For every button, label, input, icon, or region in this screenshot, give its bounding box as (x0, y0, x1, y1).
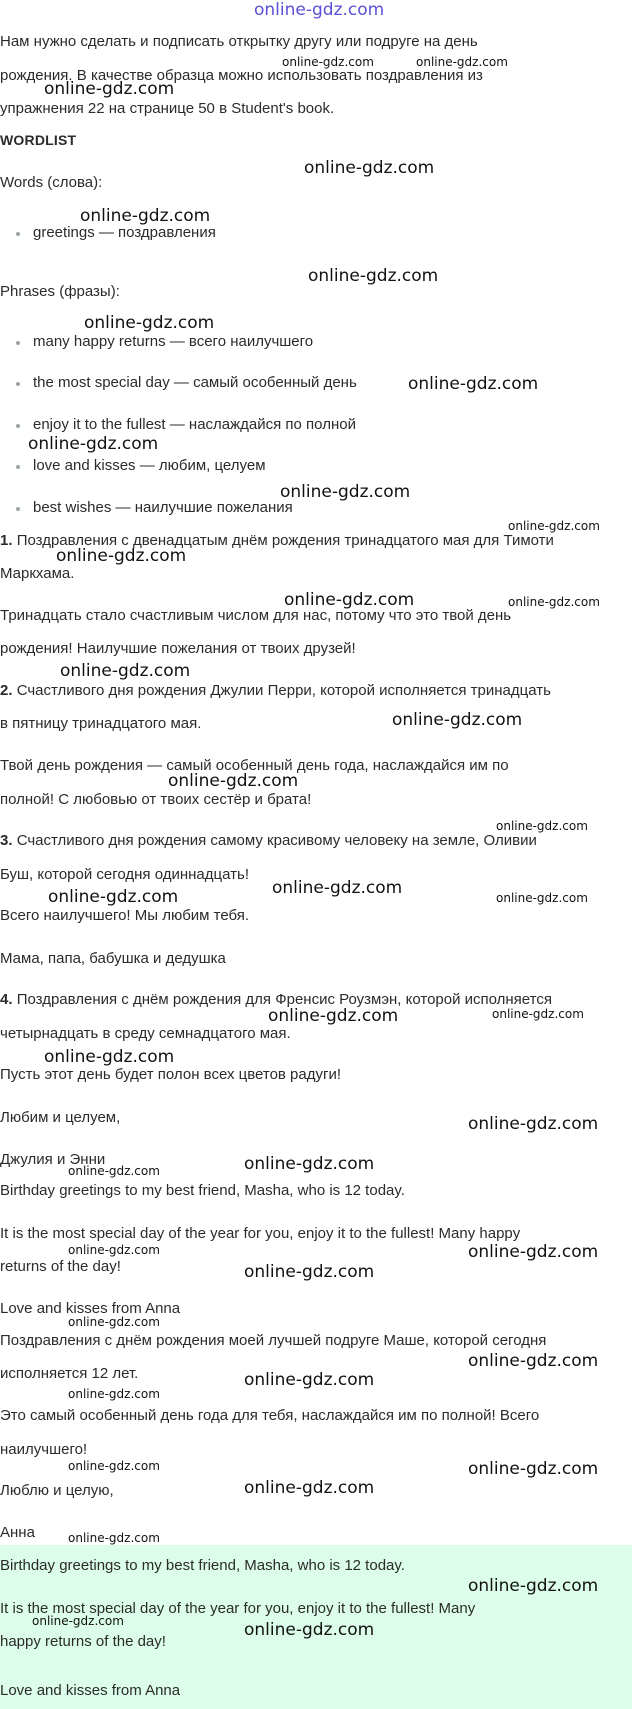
watermark: online-gdz.com (468, 1576, 599, 1596)
card-2-title: 2. Счастливого дня рождения Джулии Перри, которой исполняется тринадцать (0, 682, 551, 699)
bullet-icon (16, 341, 20, 345)
watermark: online-gdz.com (28, 434, 159, 454)
watermark: online-gdz.com (468, 1351, 599, 1371)
watermark: online-gdz.com (68, 1164, 160, 1178)
watermark: online-gdz.com (244, 1370, 375, 1390)
russian-line-5: Люблю и целую, (0, 1482, 114, 1499)
watermark: online-gdz.com (496, 819, 588, 833)
watermark: online-gdz.com (244, 1154, 375, 1174)
watermark: online-gdz.com (68, 1243, 160, 1257)
watermark: online-gdz.com (244, 1262, 375, 1282)
card-4-title: 4. Поздравления с днём рождения для Френсис Роузмэн, которой исполняется (0, 991, 552, 1008)
watermark: online-gdz.com (244, 1478, 375, 1498)
watermark: online-gdz.com (44, 79, 175, 99)
card-1-title: 1. Поздравления с двенадцатым днём рождения тринадцатого мая для Тимоти (0, 532, 554, 549)
english-line-2: It is the most special day of the year for you, enjoy it to the fullest! Many happy (0, 1225, 521, 1242)
watermark: online-gdz.com (168, 771, 299, 791)
watermark: online-gdz.com (468, 1459, 599, 1479)
russian-line-6: Анна (0, 1524, 35, 1541)
watermark: online-gdz.com (244, 1620, 375, 1640)
card-2-text-2: полной! С любовью от твоих сестёр и брата! (0, 791, 312, 808)
watermark: online-gdz.com (32, 1614, 124, 1628)
watermark: online-gdz.com (282, 55, 374, 69)
watermark: online-gdz.com (60, 661, 191, 681)
answer-line-1: Birthday greetings to my best friend, Masha, who is 12 today. (0, 1557, 405, 1574)
watermark: online-gdz.com (308, 266, 439, 286)
watermark: online-gdz.com (68, 1459, 160, 1473)
watermark: online-gdz.com (80, 206, 211, 226)
bullet-icon (16, 382, 20, 386)
russian-line-4: наилучшего! (0, 1441, 88, 1458)
watermark: online-gdz.com (268, 1006, 399, 1026)
watermark: online-gdz.com (280, 482, 411, 502)
answer-line-3: happy returns of the day! (0, 1633, 166, 1650)
watermark: online-gdz.com (408, 374, 539, 394)
watermark: online-gdz.com (44, 1047, 175, 1067)
russian-line-3: Это самый особенный день года для тебя, наслаждайся им по полной! Всего (0, 1407, 540, 1424)
russian-line-1: Поздравления с днём рождения моей лучшей подруге Маше, которой сегодня (0, 1332, 547, 1349)
watermark: online-gdz.com (468, 1242, 599, 1262)
watermark: online-gdz.com (468, 1114, 599, 1134)
card-3-text-2: Мама, папа, бабушка и дедушка (0, 950, 226, 967)
bullet-icon (16, 507, 20, 511)
watermark: online-gdz.com (496, 891, 588, 905)
card-1-title-line-2: Маркхама. (0, 565, 75, 582)
watermark: online-gdz.com (48, 887, 179, 907)
bullet-icon (16, 465, 20, 469)
card-2-title-line-2: в пятницу тринадцатого мая. (0, 715, 202, 732)
english-line-3: returns of the day! (0, 1258, 121, 1275)
watermark: online-gdz.com (68, 1387, 160, 1401)
watermark: online-gdz.com (68, 1531, 160, 1545)
watermark: online-gdz.com (508, 595, 600, 609)
card-1-text-2: рождения! Наилучшие пожелания от твоих друзей! (0, 640, 356, 657)
card-4-text-3: Джулия и Энни (0, 1151, 106, 1168)
watermark: online-gdz.com (508, 519, 600, 533)
intro-line-2: рождения. В качестве образца можно использовать поздравления из (0, 67, 483, 84)
card-4-title-line-2: четырнадцать в среду семнадцатого мая. (0, 1025, 291, 1042)
watermark: online-gdz.com (304, 158, 435, 178)
words-label: Words (слова): (0, 174, 103, 191)
russian-line-2: исполняется 12 лет. (0, 1365, 139, 1382)
card-2-text-1: Твой день рождения — самый особенный день года, наслаждайся им по (0, 757, 509, 774)
card-4-text-2: Любим и целуем, (0, 1109, 121, 1126)
intro-line-3: упражнения 22 на странице 50 в Student's book. (0, 100, 335, 117)
card-3-title-line-2: Буш, которой сегодня одиннадцать! (0, 866, 249, 883)
watermark: online-gdz.com (416, 55, 508, 69)
answer-line-4: Love and kisses from Anna (0, 1682, 181, 1699)
card-4-text-1: Пусть этот день будет полон всех цветов радуги! (0, 1066, 342, 1083)
english-line-4: Love and kisses from Anna (0, 1300, 181, 1317)
intro-line-1: Нам нужно сделать и подписать открытку другу или подруге на день (0, 33, 478, 50)
watermark: online-gdz.com (272, 878, 403, 898)
bullet-icon (16, 232, 20, 236)
card-1-text-1: Тринадцать стало счастливым числом для нас, потому что это твой день (0, 607, 512, 624)
watermark: online-gdz.com (284, 590, 415, 610)
phrases-label: Phrases (фразы): (0, 283, 120, 300)
watermark: online-gdz.com (254, 0, 385, 20)
watermark: online-gdz.com (492, 1007, 584, 1021)
answer-line-2: It is the most special day of the year for you, enjoy it to the fullest! Many (0, 1600, 476, 1617)
bullet-icon (16, 424, 20, 428)
watermark: online-gdz.com (56, 546, 187, 566)
watermark: online-gdz.com (84, 313, 215, 333)
watermark: online-gdz.com (68, 1315, 160, 1329)
watermark: online-gdz.com (392, 710, 523, 730)
card-3-title: 3. Счастливого дня рождения самому красивому человеку на земле, Оливии (0, 832, 537, 849)
english-line-1: Birthday greetings to my best friend, Masha, who is 12 today. (0, 1182, 405, 1199)
wordlist-heading: WORDLIST (0, 132, 77, 148)
card-3-text-1: Всего наилучшего! Мы любим тебя. (0, 907, 250, 924)
